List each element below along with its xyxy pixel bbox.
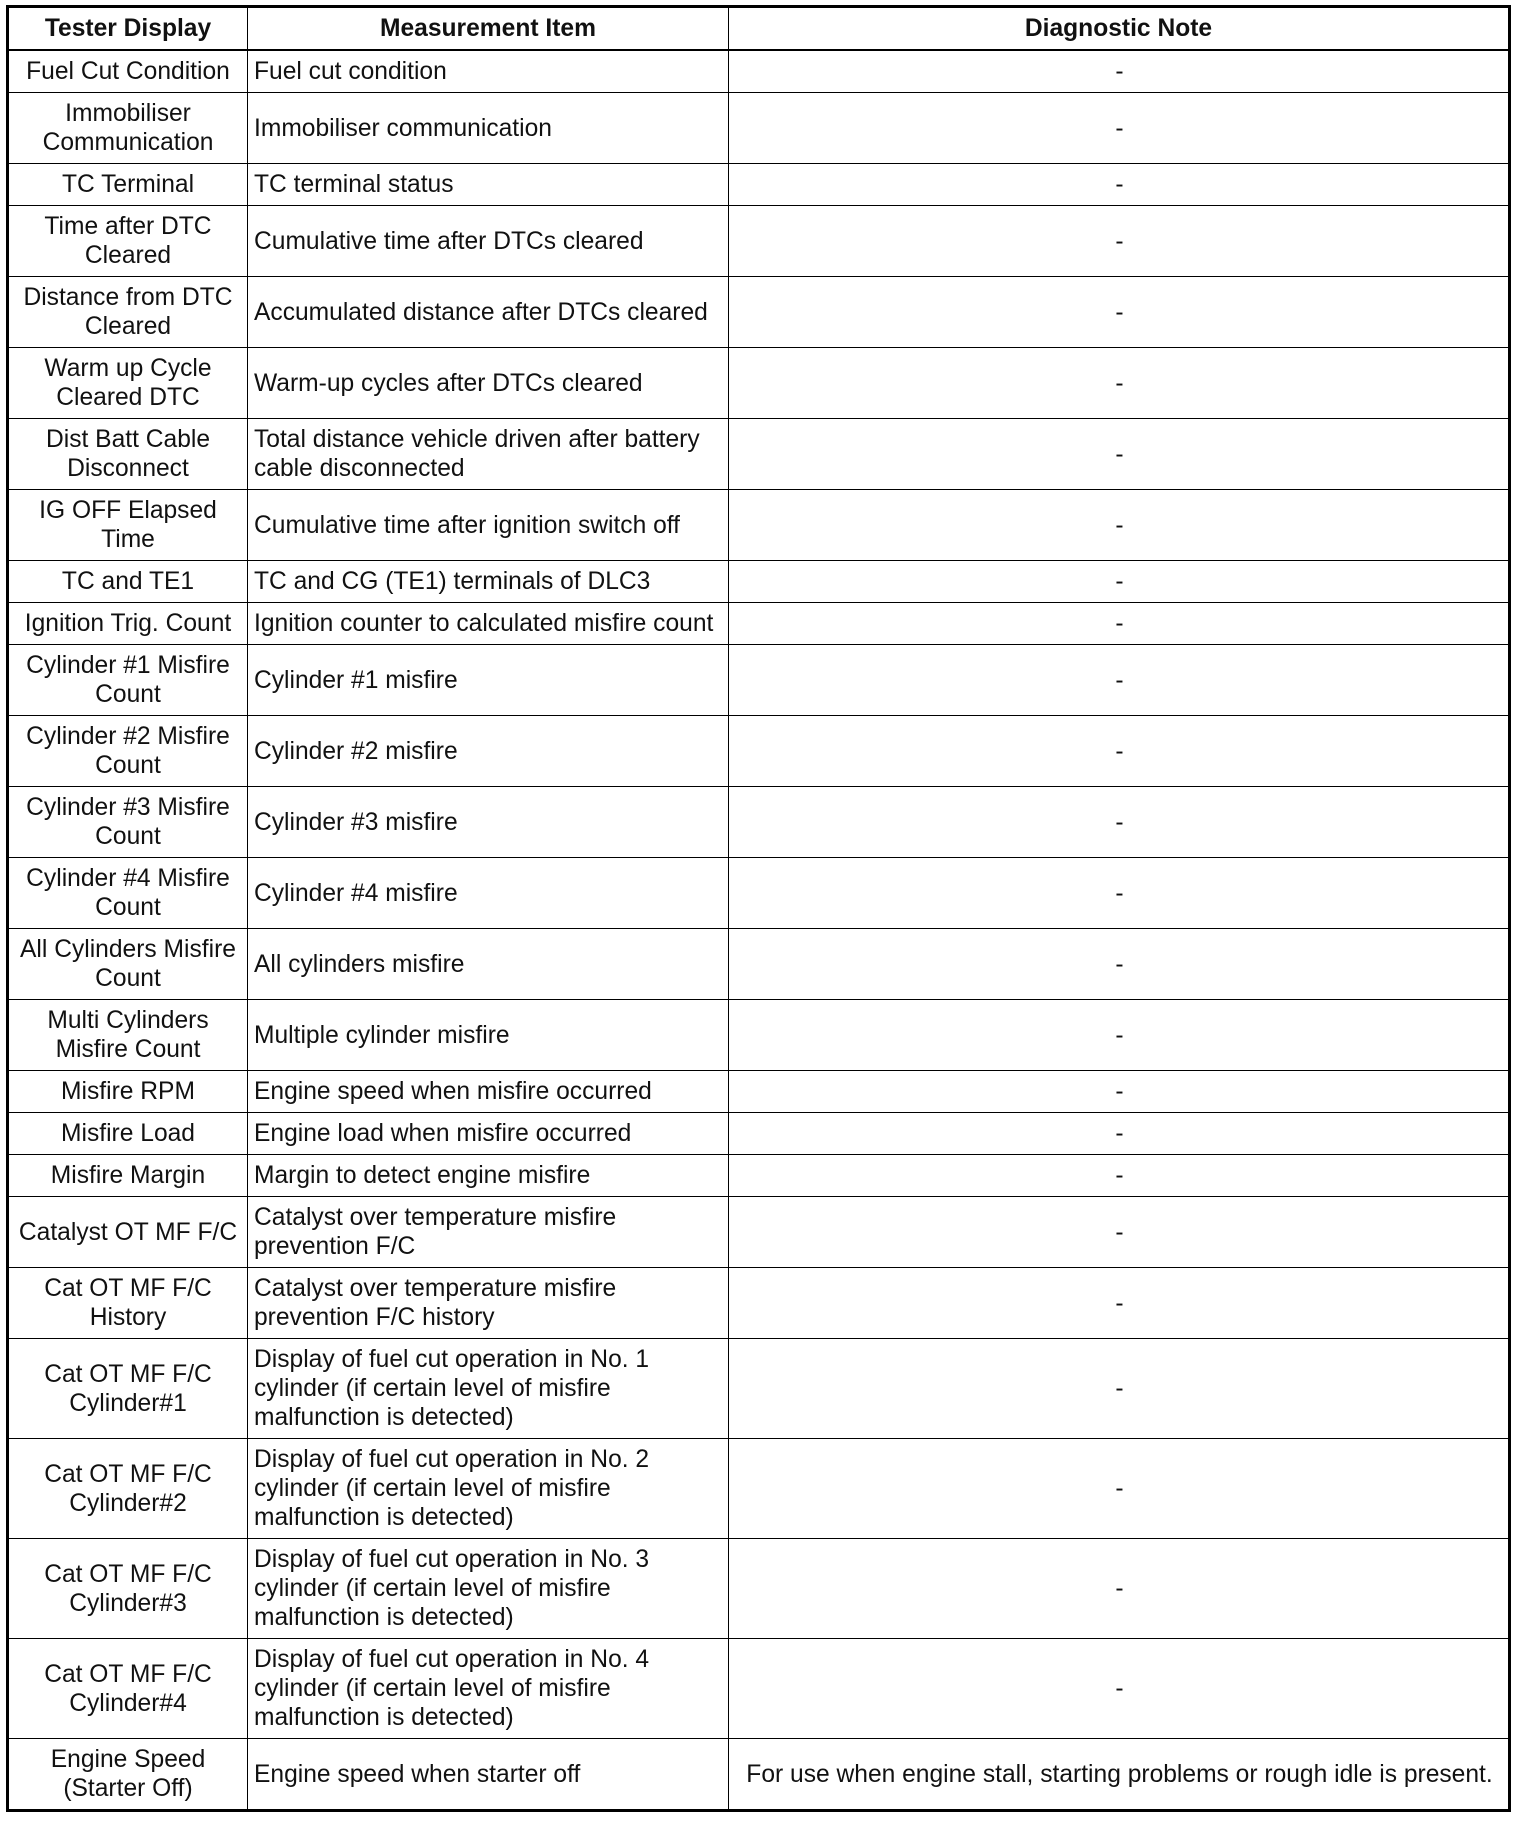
diagnostic-note-cell: - [729, 490, 1510, 561]
diagnostic-note-cell: - [729, 206, 1510, 277]
tester-display-cell: TC Terminal [8, 164, 248, 206]
table-row [8, 787, 1510, 858]
measurement-item-cell: Fuel cut condition [248, 50, 729, 93]
header-tester-display: Tester Display [8, 7, 248, 51]
tester-display-cell: Fuel Cut Condition [8, 50, 248, 93]
diagnostic-note-cell: - [729, 645, 1510, 716]
header-measurement-item: Measurement Item [248, 7, 729, 51]
tester-display-cell: Cylinder #2 Misfire Count [8, 716, 248, 787]
tester-display-cell: IG OFF Elapsed Time [8, 490, 248, 561]
table-row [8, 716, 1510, 787]
tester-display-cell: All Cylinders Misfire Count [8, 929, 248, 1000]
measurement-item-cell: Immobiliser communication [248, 93, 729, 164]
tester-display-cell: Cat OT MF F/C Cylinder#1 [8, 1339, 248, 1439]
table-row [8, 277, 1510, 348]
diagnostic-note-cell: - [729, 50, 1510, 93]
measurement-item-cell: Display of fuel cut operation in No. 3 cylinder (if certain level of misfire malfunction is detected) [248, 1539, 729, 1639]
tester-display-cell: TC and TE1 [8, 561, 248, 603]
diagnostic-note-cell: - [729, 93, 1510, 164]
measurement-item-cell: Cylinder #3 misfire [248, 787, 729, 858]
measurement-item-cell: Display of fuel cut operation in No. 4 cylinder (if certain level of misfire malfunction is detected) [248, 1639, 729, 1739]
measurement-item-cell: Total distance vehicle driven after battery cable disconnected [248, 419, 729, 490]
tester-display-cell: Ignition Trig. Count [8, 603, 248, 645]
measurement-item-cell: Multiple cylinder misfire [248, 1000, 729, 1071]
diagnostic-note-cell: - [729, 1113, 1510, 1155]
diagnostic-note-cell: - [729, 1539, 1510, 1639]
table-row [8, 858, 1510, 929]
table-row [8, 1155, 1510, 1197]
tester-display-cell: Dist Batt Cable Disconnect [8, 419, 248, 490]
table-row [8, 1539, 1510, 1639]
table-row [8, 561, 1510, 603]
header-diagnostic-note: Diagnostic Note [729, 7, 1510, 51]
table-row [8, 1000, 1510, 1071]
table-body [8, 50, 1510, 1811]
measurement-item-cell: Display of fuel cut operation in No. 2 cylinder (if certain level of misfire malfunction is detected) [248, 1439, 729, 1539]
table-row [8, 206, 1510, 277]
measurement-item-cell: Engine speed when starter off [248, 1739, 729, 1811]
measurement-item-cell: Catalyst over temperature misfire prevention F/C history [248, 1268, 729, 1339]
measurement-item-cell: Engine speed when misfire occurred [248, 1071, 729, 1113]
measurement-item-cell: TC terminal status [248, 164, 729, 206]
diagnostic-note-cell: - [729, 1000, 1510, 1071]
tester-display-cell: Misfire RPM [8, 1071, 248, 1113]
tester-display-cell: Cat OT MF F/C Cylinder#2 [8, 1439, 248, 1539]
table-row [8, 1268, 1510, 1339]
diagnostic-note-cell: - [729, 419, 1510, 490]
diagnostic-note-cell: - [729, 1439, 1510, 1539]
tester-display-cell: Cylinder #1 Misfire Count [8, 645, 248, 716]
tester-display-cell: Catalyst OT MF F/C [8, 1197, 248, 1268]
table-row [8, 50, 1510, 93]
table-row [8, 929, 1510, 1000]
diagnostic-note-cell: - [729, 1197, 1510, 1268]
table-row [8, 419, 1510, 490]
table-row [8, 1071, 1510, 1113]
measurement-item-cell: Cumulative time after DTCs cleared [248, 206, 729, 277]
measurement-item-cell: Cumulative time after ignition switch off [248, 490, 729, 561]
table-row [8, 1439, 1510, 1539]
tester-display-cell: Cat OT MF F/C Cylinder#3 [8, 1539, 248, 1639]
measurement-item-cell: Cylinder #4 misfire [248, 858, 729, 929]
diagnostic-note-cell: - [729, 1071, 1510, 1113]
measurement-item-cell: Ignition counter to calculated misfire count [248, 603, 729, 645]
measurement-item-cell: Accumulated distance after DTCs cleared [248, 277, 729, 348]
tester-display-cell: Time after DTC Cleared [8, 206, 248, 277]
diagnostic-note-cell: - [729, 277, 1510, 348]
tester-display-cell: Cat OT MF F/C History [8, 1268, 248, 1339]
table-row [8, 645, 1510, 716]
diagnostic-note-cell: - [729, 716, 1510, 787]
diagnostic-data-table [6, 5, 1511, 1812]
diagnostic-note-cell: - [729, 1339, 1510, 1439]
measurement-item-cell: Margin to detect engine misfire [248, 1155, 729, 1197]
measurement-item-cell: Cylinder #2 misfire [248, 716, 729, 787]
table-row [8, 1639, 1510, 1739]
measurement-item-cell: Warm-up cycles after DTCs cleared [248, 348, 729, 419]
table-header [8, 7, 1510, 51]
diagnostic-note-cell: - [729, 603, 1510, 645]
tester-display-cell: Cylinder #4 Misfire Count [8, 858, 248, 929]
diagnostic-note-cell: - [729, 858, 1510, 929]
measurement-item-cell: Display of fuel cut operation in No. 1 cylinder (if certain level of misfire malfunction is detected) [248, 1339, 729, 1439]
tester-display-cell: Engine Speed (Starter Off) [8, 1739, 248, 1811]
tester-display-cell: Misfire Margin [8, 1155, 248, 1197]
diagnostic-note-cell: - [729, 164, 1510, 206]
table-row [8, 490, 1510, 561]
measurement-item-cell: All cylinders misfire [248, 929, 729, 1000]
diagnostic-note-cell: - [729, 1155, 1510, 1197]
header-row [8, 7, 1510, 51]
table-row [8, 603, 1510, 645]
diagnostic-note-cell: - [729, 348, 1510, 419]
tester-display-cell: Multi Cylinders Misfire Count [8, 1000, 248, 1071]
tester-display-cell: Immobiliser Communication [8, 93, 248, 164]
measurement-item-cell: TC and CG (TE1) terminals of DLC3 [248, 561, 729, 603]
diagnostic-note-cell: - [729, 561, 1510, 603]
table-row [8, 164, 1510, 206]
table-row [8, 1113, 1510, 1155]
tester-display-cell: Warm up Cycle Cleared DTC [8, 348, 248, 419]
table-row [8, 1339, 1510, 1439]
tester-display-cell: Distance from DTC Cleared [8, 277, 248, 348]
table-row [8, 1739, 1510, 1811]
tester-display-cell: Cylinder #3 Misfire Count [8, 787, 248, 858]
diagnostic-note-cell: - [729, 1268, 1510, 1339]
measurement-item-cell: Catalyst over temperature misfire prevention F/C [248, 1197, 729, 1268]
diagnostic-note-cell: - [729, 929, 1510, 1000]
table-row [8, 1197, 1510, 1268]
measurement-item-cell: Cylinder #1 misfire [248, 645, 729, 716]
table-row [8, 348, 1510, 419]
diagnostic-note-cell: - [729, 1639, 1510, 1739]
diagnostic-note-cell: - [729, 787, 1510, 858]
diagnostic-note-cell: For use when engine stall, starting problems or rough idle is present. [729, 1739, 1510, 1811]
table-row [8, 93, 1510, 164]
measurement-item-cell: Engine load when misfire occurred [248, 1113, 729, 1155]
tester-display-cell: Cat OT MF F/C Cylinder#4 [8, 1639, 248, 1739]
tester-display-cell: Misfire Load [8, 1113, 248, 1155]
